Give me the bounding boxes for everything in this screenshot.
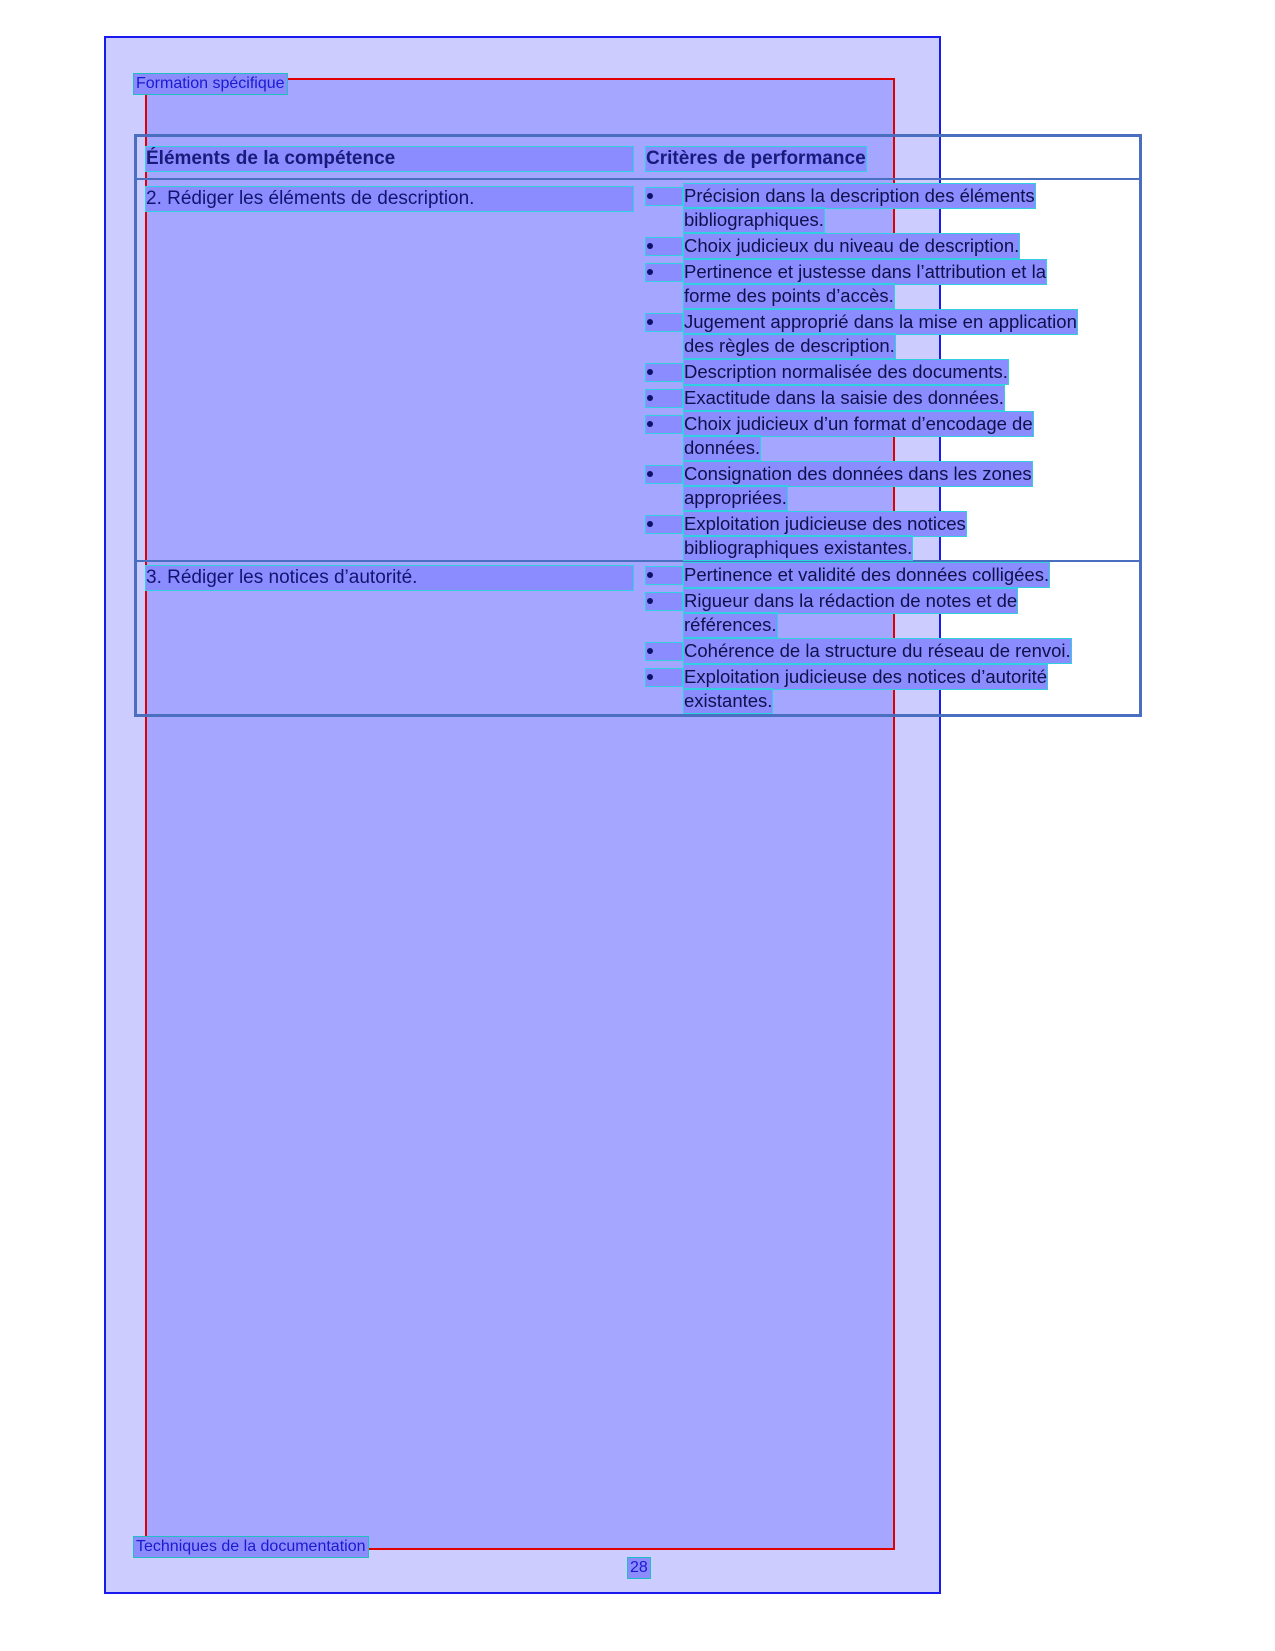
- criterion-item: [684, 462, 1032, 510]
- criterion-item: [684, 234, 1019, 258]
- criterion-item: [684, 310, 1077, 358]
- criterion-item: [684, 360, 1008, 384]
- element-item-2: 2. Rédiger les éléments de description.: [146, 187, 633, 211]
- criterion-line: des règles de description.: [684, 335, 895, 356]
- column-header-criteria: Critères de performance: [646, 148, 866, 169]
- bullet-icon: [646, 416, 682, 433]
- running-header: Formation spécifique: [136, 75, 285, 92]
- criterion-line: existantes.: [684, 689, 773, 711]
- criterion-line: Exploitation judicieuse des notices d’autorité: [684, 665, 1048, 687]
- criterion-line: appropriées.: [684, 486, 787, 508]
- criterion-line: Exactitude dans la saisie des données.: [684, 386, 1004, 408]
- column-header-elements: Éléments de la compétence: [146, 147, 633, 171]
- competence-table: [134, 134, 1142, 717]
- criterion-line: Choix judicieux d’un format d’encodage de: [684, 412, 1033, 434]
- bullet-icon: [646, 364, 682, 381]
- element-item-3: 3. Rédiger les notices d’autorité.: [146, 566, 633, 590]
- criterion-item: [684, 639, 1071, 663]
- criterion-line: Jugement approprié dans la mise en application: [684, 311, 1077, 332]
- bullet-icon: [646, 669, 682, 686]
- criterion-line: forme des points d’accès.: [684, 284, 894, 306]
- bullet-icon: [646, 516, 682, 533]
- criterion-line: Pertinence et validité des données colligées.: [684, 564, 1050, 585]
- criterion-line: bibliographiques.: [684, 209, 824, 230]
- criterion-line: données.: [684, 436, 761, 458]
- criterion-line: bibliographiques existantes.: [684, 536, 913, 558]
- criterion-line: Exploitation judicieuse des notices: [684, 512, 966, 534]
- criterion-line: Choix judicieux du niveau de description.: [684, 235, 1020, 257]
- criterion-item: [684, 665, 1047, 713]
- bullet-icon: [646, 238, 682, 255]
- criterion-line: Cohérence de la structure du réseau de renvoi.: [684, 639, 1071, 661]
- criterion-line: Consignation des données dans les zones: [684, 462, 1032, 484]
- criterion-item: [684, 260, 1046, 308]
- criterion-line: Pertinence et justesse dans l’attribution et la: [684, 260, 1046, 282]
- criterion-line: Rigueur dans la rédaction de notes et de: [684, 589, 1018, 611]
- criterion-line: Précision dans la description des éléments: [684, 185, 1035, 206]
- criterion-item: [684, 184, 1035, 232]
- criterion-item: [684, 563, 1049, 587]
- bullet-icon: [646, 643, 682, 660]
- footer-program: Techniques de la documentation: [136, 1538, 366, 1555]
- criterion-item: [684, 412, 1033, 460]
- bullet-icon: [646, 466, 682, 483]
- bullet-icon: [646, 264, 682, 281]
- criterion-item: [684, 589, 1017, 637]
- bullet-icon: [646, 567, 682, 584]
- bullet-icon: [646, 390, 682, 407]
- criterion-line: références.: [684, 613, 777, 635]
- criterion-line: Description normalisée des documents.: [684, 361, 1008, 383]
- bullet-icon: [646, 593, 682, 610]
- criterion-item: [684, 512, 966, 560]
- row-divider: [137, 560, 1139, 562]
- criterion-item: [684, 386, 1004, 410]
- bullet-icon: [646, 188, 682, 205]
- bullet-icon: [646, 314, 682, 331]
- page-number: 28: [630, 1559, 648, 1576]
- header-divider: [137, 178, 1139, 180]
